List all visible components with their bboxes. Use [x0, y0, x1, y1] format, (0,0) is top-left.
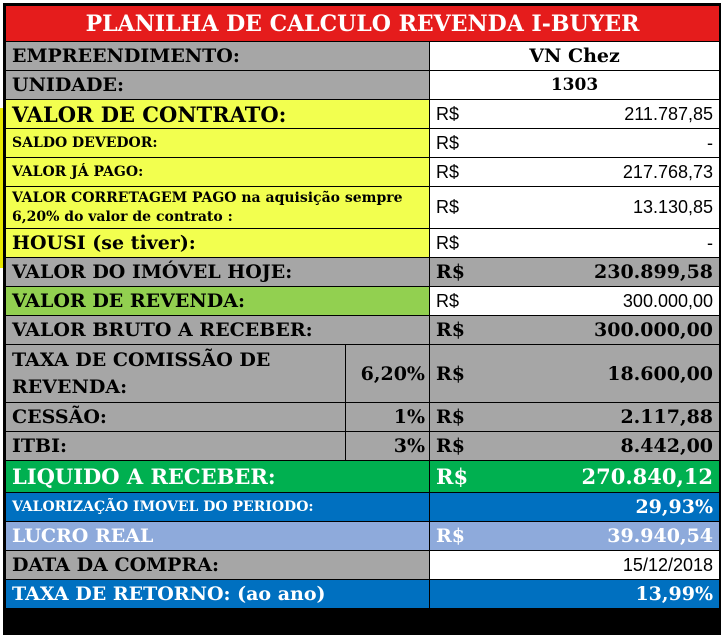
- value-valor-bruto: 300.000,00: [594, 319, 714, 341]
- row-corretagem: [6, 187, 720, 229]
- label-saldo-devedor[interactable]: SALDO DEVEDOR:: [6, 129, 430, 158]
- label-housi[interactable]: HOUSI (se tiver):: [6, 229, 430, 258]
- cell-valor-bruto[interactable]: [430, 316, 720, 345]
- row-valor-imovel-hoje: [6, 258, 720, 287]
- currency-symbol: R$: [436, 362, 466, 385]
- value-empreendimento[interactable]: VN Chez: [430, 42, 720, 71]
- value-valor-contrato: 211.787,85: [624, 103, 714, 124]
- label-valor-ja-pago[interactable]: VALOR JÁ PAGO:: [6, 158, 430, 187]
- value-lucro-real: 39.940,54: [607, 525, 714, 547]
- cell-saldo-devedor[interactable]: [430, 129, 720, 158]
- label-empreendimento[interactable]: EMPREENDIMENTO:: [6, 42, 430, 71]
- value-valor-imovel-hoje: 230.899,58: [594, 261, 714, 283]
- row-itbi: [6, 432, 720, 461]
- value-valorizacao[interactable]: 29,93%: [430, 493, 720, 522]
- cell-valor-contrato[interactable]: [430, 100, 720, 129]
- row-unidade: [6, 71, 720, 100]
- cell-corretagem[interactable]: [430, 187, 720, 229]
- value-unidade[interactable]: 1303: [430, 71, 720, 100]
- calc-table: [5, 5, 720, 609]
- currency-symbol: R$: [436, 525, 466, 547]
- row-valor-revenda: [6, 287, 720, 316]
- row-empreendimento: [6, 42, 720, 71]
- cell-valor-imovel-hoje[interactable]: [430, 258, 720, 287]
- label-valor-contrato[interactable]: VALOR DE CONTRATO:: [6, 100, 430, 129]
- row-saldo-devedor: [6, 129, 720, 158]
- currency-symbol: R$: [436, 103, 460, 124]
- label-taxa-retorno[interactable]: TAXA DE RETORNO: (ao ano): [6, 580, 430, 609]
- label-corretagem[interactable]: VALOR CORRETAGEM PAGO na aquisição sempre 6,20% do valor de contrato :: [6, 187, 430, 229]
- label-unidade[interactable]: UNIDADE:: [6, 71, 430, 100]
- row-lucro-real: [6, 522, 720, 551]
- currency-symbol: R$: [436, 464, 469, 489]
- currency-symbol: R$: [436, 197, 460, 217]
- currency-symbol: R$: [436, 406, 466, 428]
- value-corretagem: 13.130,85: [632, 197, 714, 217]
- value-itbi: 8.442,00: [620, 435, 714, 457]
- value-saldo-devedor: -: [707, 132, 714, 153]
- row-valorizacao: [6, 493, 720, 522]
- title-row: [6, 6, 720, 42]
- currency-symbol: R$: [436, 232, 460, 253]
- value-data-compra[interactable]: 15/12/2018: [430, 551, 720, 580]
- row-valor-ja-pago: [6, 158, 720, 187]
- label-cessao[interactable]: CESSÃO:: [6, 403, 346, 432]
- row-cessao: [6, 403, 720, 432]
- currency-symbol: R$: [436, 435, 466, 457]
- sheet-title[interactable]: PLANILHA DE CALCULO REVENDA I-BUYER: [6, 6, 720, 42]
- pct-itbi[interactable]: 3%: [346, 432, 430, 461]
- value-valor-ja-pago: 217.768,73: [622, 161, 714, 182]
- cell-valor-revenda[interactable]: [430, 287, 720, 316]
- spreadsheet: [3, 3, 721, 635]
- cell-liquido[interactable]: [430, 461, 720, 493]
- cell-lucro-real[interactable]: [430, 522, 720, 551]
- label-lucro-real[interactable]: LUCRO REAL: [6, 522, 430, 551]
- label-taxa-comissao[interactable]: TAXA DE COMISSÃO DE REVENDA:: [6, 345, 346, 403]
- label-itbi[interactable]: ITBI:: [6, 432, 346, 461]
- pct-cessao[interactable]: 1%: [346, 403, 430, 432]
- label-valor-revenda[interactable]: VALOR DE REVENDA:: [6, 287, 430, 316]
- value-valor-revenda: 300.000,00: [622, 290, 714, 311]
- value-taxa-comissao: 18.600,00: [607, 362, 714, 385]
- label-valorizacao[interactable]: VALORIZAÇÃO IMOVEL DO PERIODO:: [6, 493, 430, 522]
- row-housi: [6, 229, 720, 258]
- cell-taxa-comissao[interactable]: [430, 345, 720, 403]
- row-liquido: [6, 461, 720, 493]
- value-liquido: 270.840,12: [581, 464, 714, 489]
- cell-cessao[interactable]: [430, 403, 720, 432]
- label-valor-imovel-hoje[interactable]: VALOR DO IMÓVEL HOJE:: [6, 258, 430, 287]
- currency-symbol: R$: [436, 319, 466, 341]
- pct-taxa-comissao[interactable]: 6,20%: [346, 345, 430, 403]
- value-housi: -: [707, 232, 714, 253]
- row-valor-contrato: [6, 100, 720, 129]
- label-data-compra[interactable]: DATA DA COMPRA:: [6, 551, 430, 580]
- value-taxa-retorno[interactable]: 13,99%: [430, 580, 720, 609]
- label-liquido[interactable]: LIQUIDO A RECEBER:: [6, 461, 430, 493]
- row-valor-bruto: [6, 316, 720, 345]
- cell-valor-ja-pago[interactable]: [430, 158, 720, 187]
- currency-symbol: R$: [436, 161, 460, 182]
- label-valor-bruto[interactable]: VALOR BRUTO A RECEBER:: [6, 316, 430, 345]
- row-data-compra: [6, 551, 720, 580]
- row-taxa-retorno: [6, 580, 720, 609]
- cell-housi[interactable]: [430, 229, 720, 258]
- currency-symbol: R$: [436, 132, 460, 153]
- cell-itbi[interactable]: [430, 432, 720, 461]
- row-taxa-comissao: [6, 345, 720, 403]
- value-cessao: 2.117,88: [620, 406, 714, 428]
- currency-symbol: R$: [436, 261, 466, 283]
- currency-symbol: R$: [436, 290, 460, 311]
